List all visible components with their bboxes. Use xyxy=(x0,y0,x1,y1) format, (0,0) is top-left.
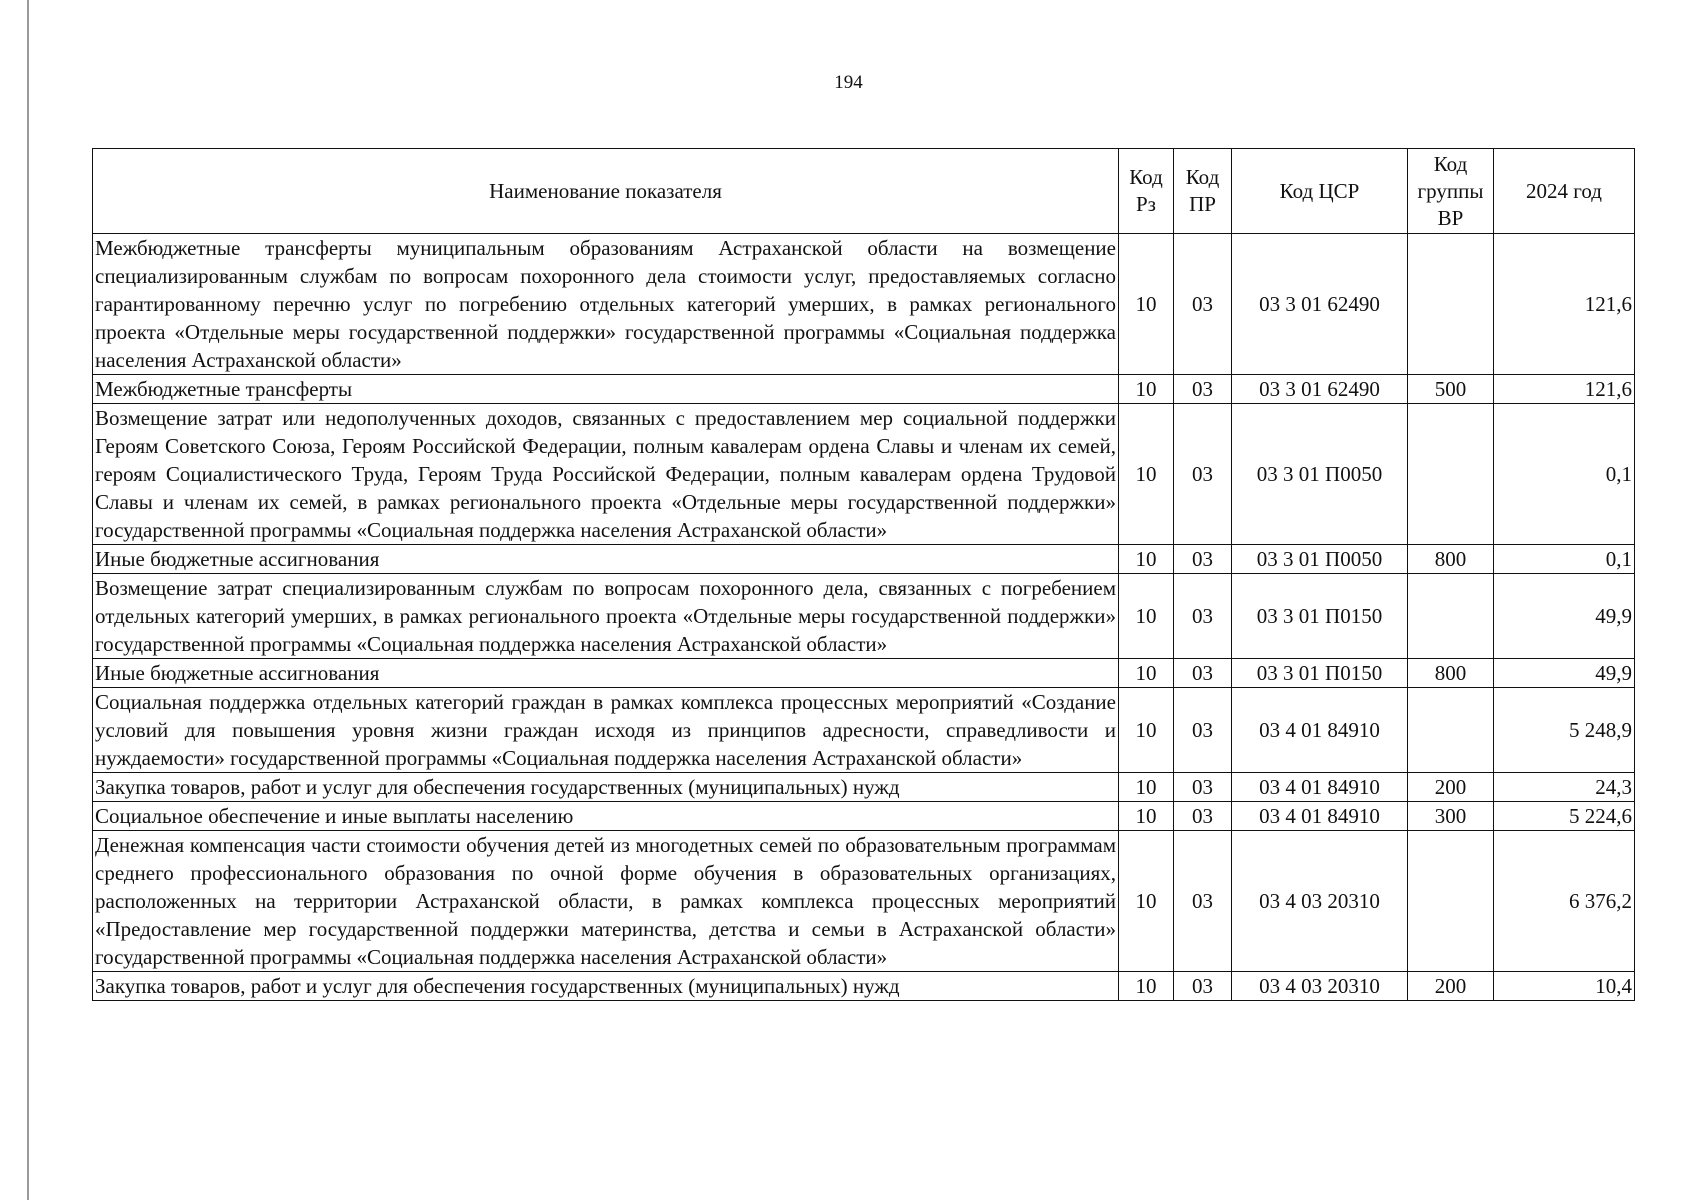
row-pr: 03 xyxy=(1174,659,1232,688)
row-csr: 03 4 03 20310 xyxy=(1232,972,1408,1001)
row-value: 24,3 xyxy=(1494,773,1635,802)
row-value: 0,1 xyxy=(1494,404,1635,545)
row-csr: 03 3 01 П0150 xyxy=(1232,659,1408,688)
row-vr: 800 xyxy=(1408,545,1494,574)
header-year: 2024 год xyxy=(1494,149,1635,234)
row-value: 0,1 xyxy=(1494,545,1635,574)
row-vr xyxy=(1408,404,1494,545)
row-csr: 03 3 01 П0150 xyxy=(1232,574,1408,659)
row-vr: 800 xyxy=(1408,659,1494,688)
row-name: Иные бюджетные ассигнования xyxy=(93,659,1119,688)
row-csr: 03 4 01 84910 xyxy=(1232,773,1408,802)
row-rz: 10 xyxy=(1119,574,1174,659)
row-csr: 03 4 01 84910 xyxy=(1232,688,1408,773)
row-rz: 10 xyxy=(1119,404,1174,545)
row-pr: 03 xyxy=(1174,773,1232,802)
row-rz: 10 xyxy=(1119,545,1174,574)
row-pr: 03 xyxy=(1174,404,1232,545)
row-pr: 03 xyxy=(1174,234,1232,375)
row-vr xyxy=(1408,688,1494,773)
table-row xyxy=(93,773,1635,802)
table-row xyxy=(93,659,1635,688)
row-pr: 03 xyxy=(1174,831,1232,972)
header-pr: Код ПР xyxy=(1174,149,1232,234)
row-name: Возмещение затрат специализированным службам по вопросам похоронного дела, связанных с погребением отдельных категорий умерших, в рамках регионального проекта «Отдельные меры государственной поддержки» государственной программы «Социальная поддержка населения Астраханской области» xyxy=(93,574,1119,659)
row-value: 5 248,9 xyxy=(1494,688,1635,773)
row-value: 49,9 xyxy=(1494,574,1635,659)
row-vr: 500 xyxy=(1408,375,1494,404)
row-value: 121,6 xyxy=(1494,234,1635,375)
row-vr xyxy=(1408,574,1494,659)
row-name: Межбюджетные трансферты xyxy=(93,375,1119,404)
row-rz: 10 xyxy=(1119,802,1174,831)
row-rz: 10 xyxy=(1119,659,1174,688)
row-csr: 03 3 01 62490 xyxy=(1232,375,1408,404)
row-csr: 03 3 01 П0050 xyxy=(1232,545,1408,574)
table-row xyxy=(93,234,1635,375)
row-csr: 03 4 03 20310 xyxy=(1232,831,1408,972)
row-vr xyxy=(1408,234,1494,375)
row-rz: 10 xyxy=(1119,234,1174,375)
table-row xyxy=(93,972,1635,1001)
binding-margin-line xyxy=(27,0,29,1200)
row-csr: 03 3 01 П0050 xyxy=(1232,404,1408,545)
table-row xyxy=(93,802,1635,831)
row-rz: 10 xyxy=(1119,972,1174,1001)
row-pr: 03 xyxy=(1174,972,1232,1001)
row-vr: 200 xyxy=(1408,972,1494,1001)
row-vr: 300 xyxy=(1408,802,1494,831)
header-vr: Код группы ВР xyxy=(1408,149,1494,234)
row-name: Закупка товаров, работ и услуг для обеспечения государственных (муниципальных) нужд xyxy=(93,773,1119,802)
row-vr xyxy=(1408,831,1494,972)
header-rz: Код Рз xyxy=(1119,149,1174,234)
page-number: 194 xyxy=(834,72,863,93)
row-name: Возмещение затрат или недополученных доходов, связанных с предоставлением мер социальной поддержки Героям Советского Союза, Героям Российской Федерации, полным кавалерам ордена Славы и членам их семей, героям Социалистического Труда, Героям Труда Российской Федерации, полным кавалерам ордена Трудовой Славы и членам их семей, в рамках регионального проекта «Отдельные меры государственной поддержки» государственной программы «Социальная поддержка населения Астраханской области» xyxy=(93,404,1119,545)
table-header-row xyxy=(93,149,1635,234)
row-value: 49,9 xyxy=(1494,659,1635,688)
table-row xyxy=(93,375,1635,404)
row-rz: 10 xyxy=(1119,831,1174,972)
row-value: 6 376,2 xyxy=(1494,831,1635,972)
row-pr: 03 xyxy=(1174,545,1232,574)
table-row xyxy=(93,545,1635,574)
table-row xyxy=(93,688,1635,773)
row-value: 10,4 xyxy=(1494,972,1635,1001)
row-name: Социальное обеспечение и иные выплаты населению xyxy=(93,802,1119,831)
row-csr: 03 4 01 84910 xyxy=(1232,802,1408,831)
row-value: 121,6 xyxy=(1494,375,1635,404)
header-name: Наименование показателя xyxy=(93,149,1119,234)
row-csr: 03 3 01 62490 xyxy=(1232,234,1408,375)
row-name: Социальная поддержка отдельных категорий граждан в рамках комплекса процессных мероприятий «Создание условий для повышения уровня жизни граждан исходя из принципов адресности, справедливости и нуждаемости» государственной программы «Социальная поддержка населения Астраханской области» xyxy=(93,688,1119,773)
row-pr: 03 xyxy=(1174,574,1232,659)
table-row xyxy=(93,831,1635,972)
row-pr: 03 xyxy=(1174,375,1232,404)
table-row xyxy=(93,404,1635,545)
row-name: Закупка товаров, работ и услуг для обеспечения государственных (муниципальных) нужд xyxy=(93,972,1119,1001)
row-name: Иные бюджетные ассигнования xyxy=(93,545,1119,574)
row-name: Денежная компенсация части стоимости обучения детей из многодетных семей по образовательным программам среднего профессионального образования по очной форме обучения в образовательных организациях, расположенных на территории Астраханской области, в рамках комплекса процессных мероприятий «Предоставление мер государственной поддержки материнства, детства и семьи в Астраханской области» государственной программы «Социальная поддержка населения Астраханской области» xyxy=(93,831,1119,972)
budget-table xyxy=(92,148,1635,1001)
row-pr: 03 xyxy=(1174,802,1232,831)
header-csr: Код ЦСР xyxy=(1232,149,1408,234)
table-row xyxy=(93,574,1635,659)
row-value: 5 224,6 xyxy=(1494,802,1635,831)
row-name: Межбюджетные трансферты муниципальным образованиям Астраханской области на возмещение специализированным службам по вопросам похоронного дела стоимости услуг, предоставляемых согласно гарантированному перечню услуг по погребению отдельных категорий умерших, в рамках регионального проекта «Отдельные меры государственной поддержки» государственной программы «Социальная поддержка населения Астраханской области» xyxy=(93,234,1119,375)
row-rz: 10 xyxy=(1119,375,1174,404)
row-rz: 10 xyxy=(1119,688,1174,773)
row-pr: 03 xyxy=(1174,688,1232,773)
row-vr: 200 xyxy=(1408,773,1494,802)
row-rz: 10 xyxy=(1119,773,1174,802)
